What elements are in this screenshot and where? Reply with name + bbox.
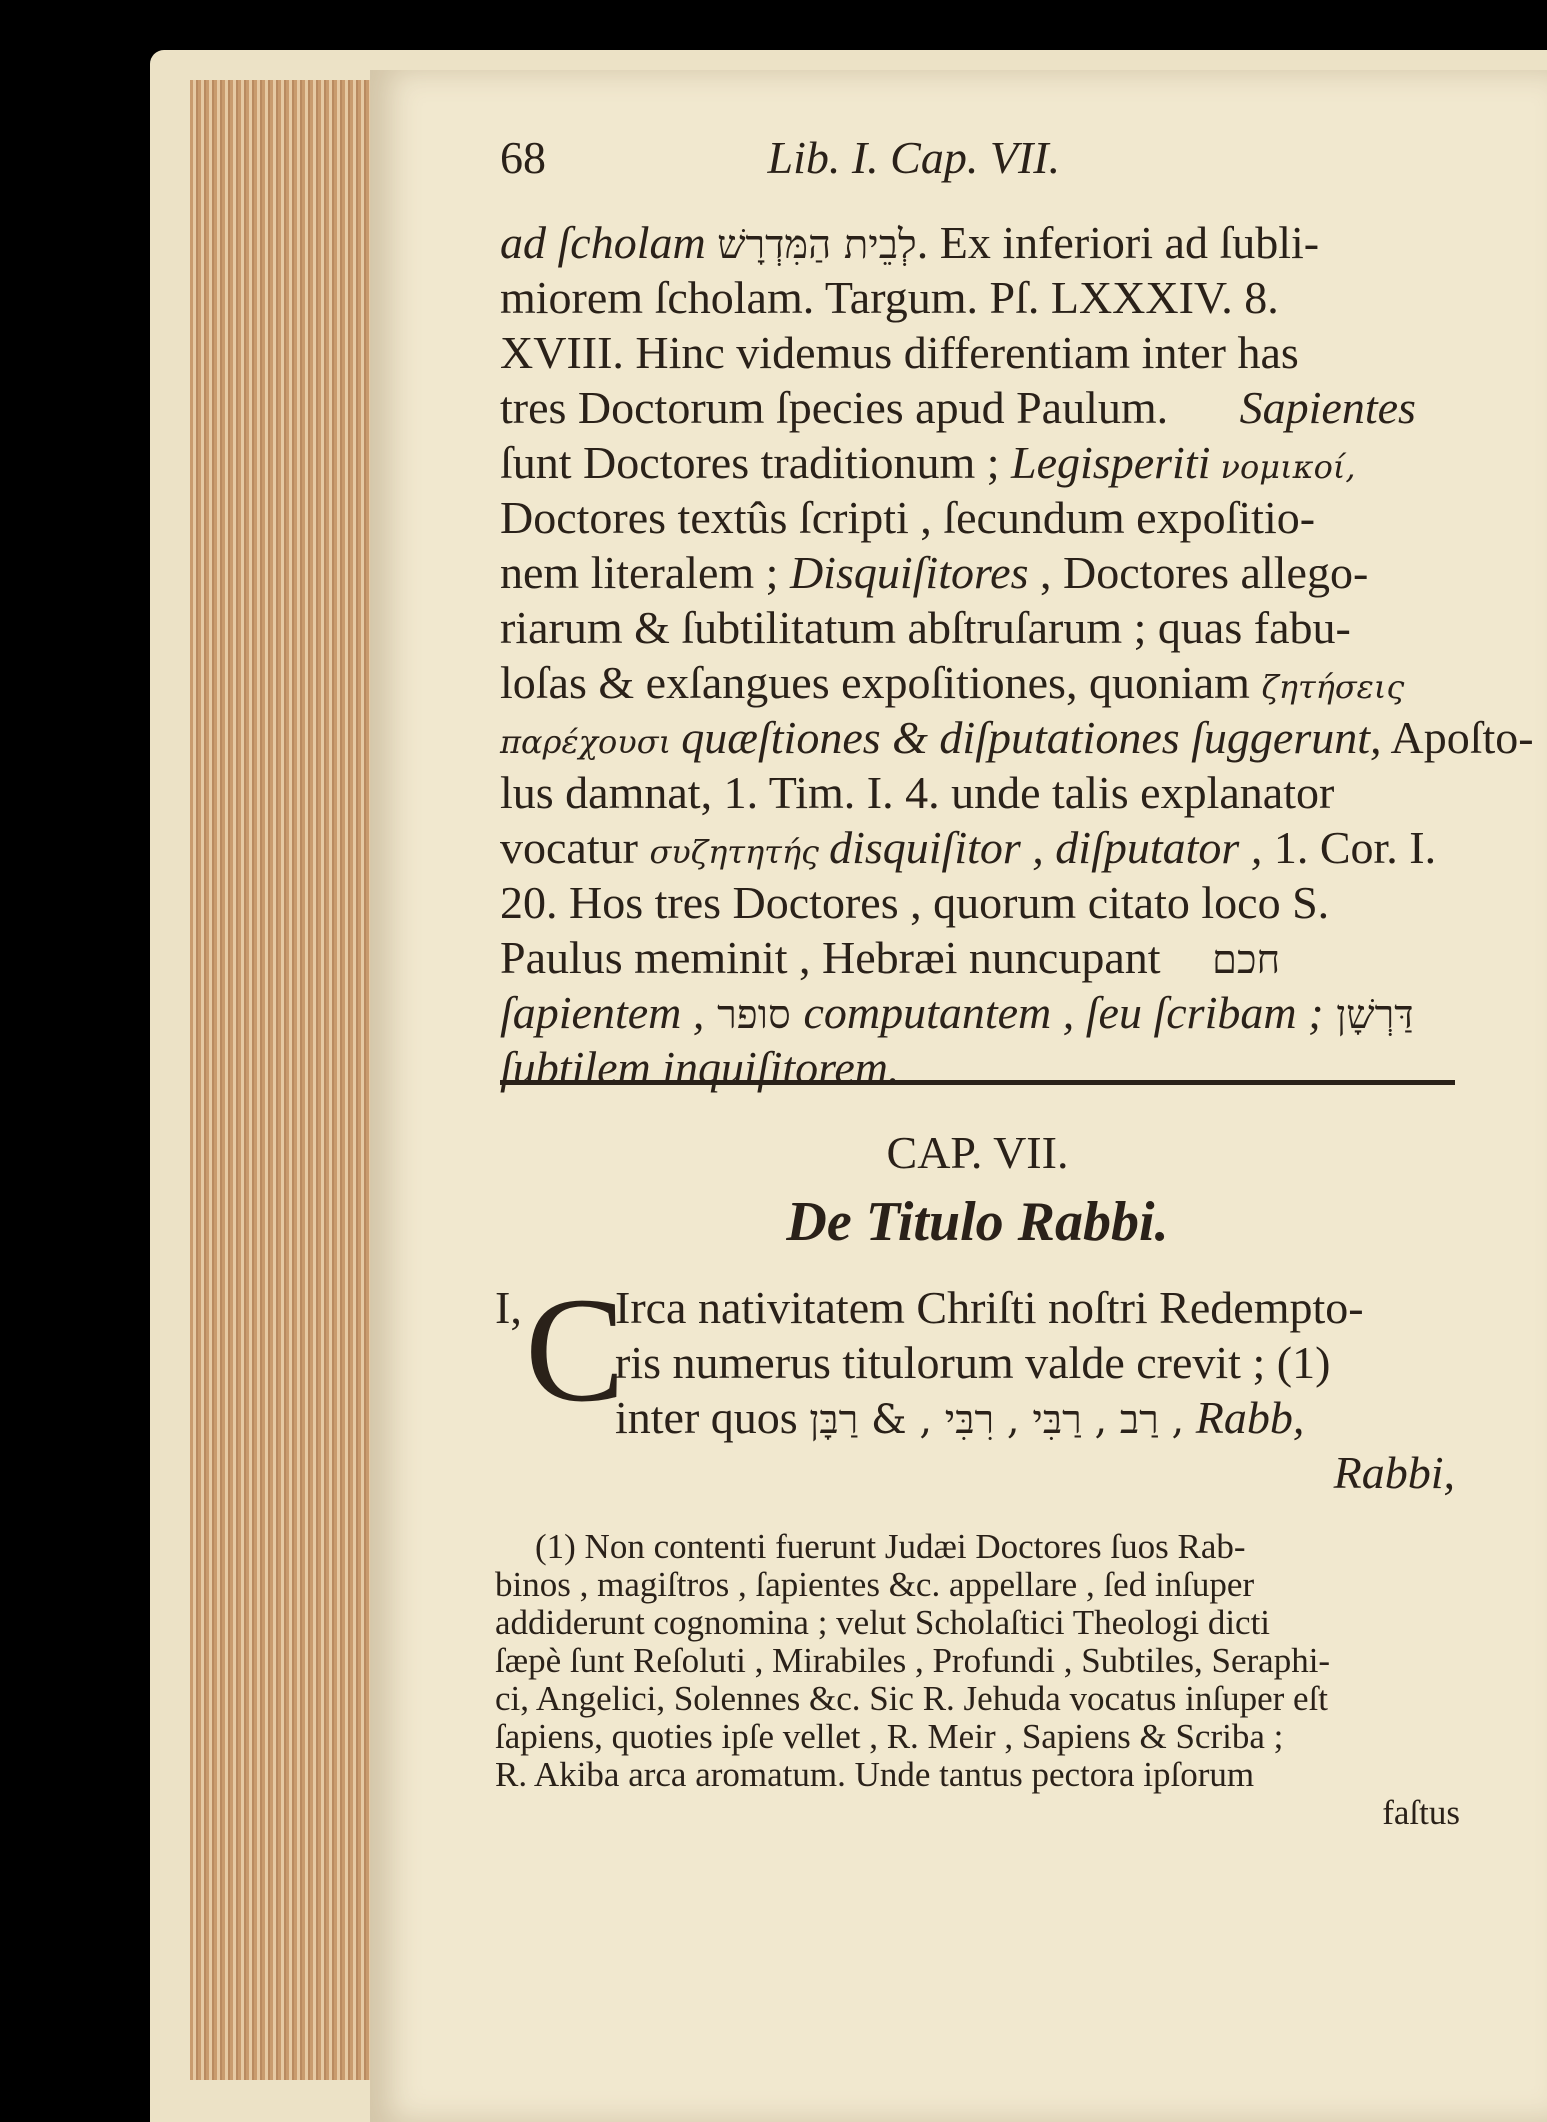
paragraph-number: I, [495, 1282, 522, 1333]
text-line: ſapientem , סופר computantem , ſeu ſcribam ; דַּרְשָׁן [500, 987, 1414, 1038]
text-line: ſunt Doctores traditionum ; Legisperiti νομικοί, [500, 437, 1356, 488]
page-number: 68 [500, 132, 546, 183]
text-line: παρέχουσι quæſtiones & diſputationes ſuggerunt, Apoſto- [500, 712, 1534, 763]
chapter-number: CAP. VII. [886, 1127, 1069, 1178]
text-line: loſas & exſangues expoſitiones, quoniam ζητήσεις [500, 657, 1405, 708]
footnote-catchword: faſtus [1382, 1793, 1460, 1832]
drop-cap: C [525, 1267, 626, 1433]
text-line: vocatur συζητητής disquiſitor , diſputator , 1. Cor. I. [500, 822, 1437, 873]
text-line: nem literalem ; Disquiſitores , Doctores allego- [500, 547, 1369, 598]
footnote-line: addiderunt cognomina ; velut Scholaſtici Theologi dicti [495, 1603, 1271, 1642]
text-line: XVIII. Hinc videmus differentiam inter has [500, 327, 1299, 378]
text-line: Paulus meminit , Hebræi nuncupant חכם [500, 932, 1281, 983]
footnote-line: (1) Non contenti fuerunt Judæi Doctores ſuos Rab- [535, 1527, 1246, 1566]
footnote-line: binos , magiſtros , ſapientes &c. appellare , ſed inſuper [495, 1565, 1255, 1604]
text-line: Irca nativitatem Chriſti noſtri Redempto- [615, 1282, 1364, 1333]
text-line: ris numerus titulorum valde crevit ; (1) [615, 1337, 1331, 1388]
section-divider [500, 1080, 1455, 1085]
text-line: 20. Hos tres Doctores , quorum citato loco S. [500, 877, 1330, 928]
text-line: ſubtilem inquiſitorem. [500, 1042, 900, 1093]
text-line: lus damnat, 1. Tim. I. 4. unde talis explanator [500, 767, 1335, 818]
book-page [370, 70, 1547, 2122]
page-edges [190, 80, 373, 2080]
footnote-line: ci, Angelici, Solennes &c. Sic R. Jehuda vocatus inſuper eſt [495, 1679, 1329, 1718]
footnote-line: ſæpè ſunt Reſoluti , Mirabiles , Profundi , Subtiles, Seraphi- [495, 1641, 1331, 1680]
text-line: miorem ſcholam. Targum. Pſ. LXXXIV. 8. [500, 272, 1279, 323]
chapter-title: De Titulo Rabbi. [786, 1191, 1169, 1253]
text-line: riarum & ſubtilitatum abſtruſarum ; quas fabu- [500, 602, 1351, 653]
text-line: ad ſcholam לְבֵית הַמִּדְרָשׁ. Ex inferiori ad ſubli- [500, 217, 1320, 268]
text-line: inter quos רַב , רַבִּי , רִבִּי , & רַבָּן , Rabb, [615, 1392, 1305, 1443]
catchword: Rabbi, [1333, 1447, 1455, 1498]
text-line: tres Doctorum ſpecies apud Paulum. Sapientes [500, 382, 1416, 433]
footnote-line: ſapiens, quoties ipſe vellet , R. Meir , Sapiens & Scriba ; [495, 1717, 1284, 1756]
running-header [500, 130, 1460, 185]
text-line: Doctores textûs ſcripti , ſecundum expoſitio- [500, 492, 1316, 543]
footnote-line: R. Akiba arca aromatum. Unde tantus pectora ipſorum [495, 1755, 1255, 1794]
running-title: Lib. I. Cap. VII. [767, 132, 1061, 183]
